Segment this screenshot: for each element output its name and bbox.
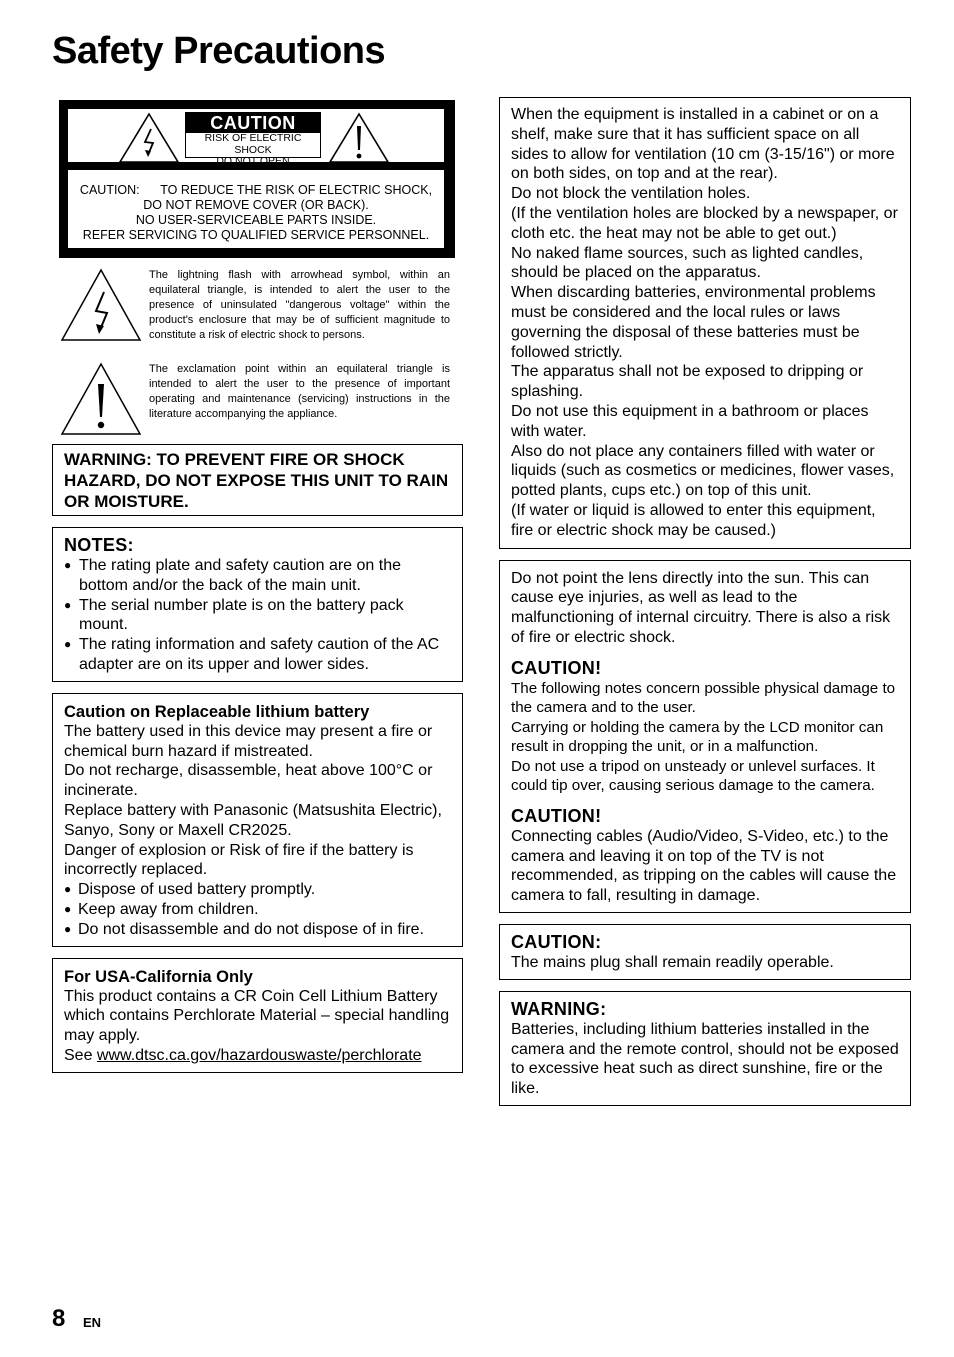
lightning-symbol-row bbox=[52, 268, 463, 352]
mains-heading: CAUTION: bbox=[511, 931, 602, 952]
lithium-battery-heading: Caution on Replaceable lithium battery bbox=[64, 702, 370, 721]
language-code: EN bbox=[83, 1315, 102, 1330]
exclamation-explanation: The exclamation point within an equilateral triangle is intended to alert the user to the presence of important operating and maintenance (servicing) instructions in the literature accompanying the appliance. bbox=[149, 363, 450, 420]
exclamation-triangle-icon bbox=[328, 112, 390, 164]
caution-heading: CAUTION! bbox=[511, 657, 602, 678]
ventilation-paragraph: When discarding batteries, environmental problems must be considered and the local rules or laws governing the disposal of these batteries must be followed strictly. bbox=[511, 284, 876, 361]
mains-text: The mains plug shall remain readily operable. bbox=[511, 953, 834, 971]
california-box bbox=[52, 958, 463, 1073]
battery-paragraph: The battery used in this device may present a fire or chemical burn hazard if mistreated. bbox=[64, 722, 433, 760]
caution-badge bbox=[185, 112, 321, 167]
right-column bbox=[499, 97, 911, 1106]
california-see-line bbox=[64, 1046, 452, 1066]
battery-item: ● Do not disassemble and do not dispose of in fire. bbox=[64, 920, 452, 940]
batteries-warning-box bbox=[499, 991, 911, 1106]
ventilation-paragraph: When the equipment is installed in a cabinet or on a shelf, make sure that it has sufficient space on all sides to allow for ventilation (10 cm (3-15/16") or more on both sides, on top and at the rear). bbox=[511, 106, 895, 183]
label-line: REFER SERVICING TO QUALIFIED SERVICE PERSONNEL. bbox=[82, 228, 430, 242]
see-label: See bbox=[64, 1046, 97, 1064]
lightning-explanation: The lightning flash with arrowhead symbol, within an equilateral triangle, is intended to alert the user to the presence of uninsulated "dangerous voltage" within the product's enclosure that may be of sufficient magnitude to constitute a risk of electric shock to persons. bbox=[149, 269, 450, 341]
exclamation-symbol-row bbox=[52, 362, 463, 440]
ventilation-paragraph: Also do not place any containers filled with water or liquids (such as cosmetics or medicines, flower vases, potted plants, cups etc.) on top of this unit. bbox=[511, 442, 895, 500]
note-item: ● The serial number plate is on the battery pack mount. bbox=[64, 596, 452, 636]
lens-intro: Do not point the lens directly into the sun. This can cause eye injuries, as well as lead to the malfunctioning of internal circuitry. There is also a risk of fire or electric shock. bbox=[511, 569, 891, 646]
fire-warning-text: WARNING: TO PREVENT FIRE OR SHOCK HAZARD, DO NOT EXPOSE THIS UNIT TO RAIN OR MOISTURE. bbox=[64, 450, 449, 511]
battery-paragraph: Replace battery with Panasonic (Matsushita Electric), Sanyo, Sony or Maxell CR2025. bbox=[64, 801, 442, 839]
mains-plug-box bbox=[499, 924, 911, 980]
caution-label-top bbox=[68, 109, 444, 167]
exclamation-triangle-icon bbox=[60, 362, 142, 436]
ventilation-paragraph: (If the ventilation holes are blocked by a newspaper, or cloth etc. the heat may not be able to get out.) bbox=[511, 204, 898, 242]
note-item: ● The rating plate and safety caution are on the bottom and/or the back of the main unit. bbox=[64, 556, 452, 596]
label-line: CAUTION: TO REDUCE THE RISK OF ELECTRIC SHOCK, bbox=[79, 183, 433, 197]
label-line: NO USER-SERVICEABLE PARTS INSIDE. bbox=[135, 213, 377, 227]
ventilation-paragraph: (If water or liquid is allowed to enter this equipment, fire or electric shock may be caused.) bbox=[511, 501, 876, 539]
cable-caution-text: Connecting cables (Audio/Video, S-Video, etc.) to the camera and leaving it on top of the TV is not recommended, as tripping on the cables will cause the camera to fall, resulting in damage. bbox=[511, 827, 897, 905]
lightning-triangle-icon bbox=[60, 268, 142, 342]
lithium-battery-box bbox=[52, 693, 463, 947]
ventilation-box bbox=[499, 97, 911, 549]
perchlorate-link[interactable]: www.dtsc.ca.gov/hazardouswaste/perchlorate bbox=[96, 1046, 422, 1064]
battery-item: ● Keep away from children. bbox=[64, 900, 452, 920]
lens-box bbox=[499, 560, 911, 913]
caution-paragraph: Carrying or holding the camera by the LCD monitor can result in dropping the unit, or in a malfunction. bbox=[511, 718, 884, 756]
batteries-warning-text: Batteries, including lithium batteries installed in the camera and the remote control, should not be exposed to excessive heat such as direct sunshine, fire or the like. bbox=[511, 1020, 899, 1098]
caution-label bbox=[59, 100, 455, 258]
ventilation-paragraph: Do not block the ventilation holes. bbox=[511, 185, 751, 203]
page-number: 8 bbox=[52, 1305, 66, 1332]
ventilation-paragraph: No naked flame sources, such as lighted candles, should be placed on the apparatus. bbox=[511, 244, 864, 282]
caution-heading: CAUTION! bbox=[511, 805, 602, 826]
caution-label-text bbox=[68, 170, 444, 248]
california-text: This product contains a CR Coin Cell Lithium Battery which contains Perchlorate Material – special handling may apply. bbox=[64, 987, 450, 1045]
risk-line-2: DO NOT OPEN bbox=[216, 155, 290, 167]
battery-paragraph: Do not recharge, disassemble, heat above 100°C or incinerate. bbox=[64, 762, 433, 800]
caution-paragraph: Do not use a tripod on unsteady or unlevel surfaces. It could tip over, causing serious damage to the camera. bbox=[511, 757, 875, 795]
page-title: Safety Precautions bbox=[52, 30, 386, 72]
notes-heading: NOTES: bbox=[64, 535, 134, 555]
left-column bbox=[52, 98, 463, 1073]
risk-line-1: RISK OF ELECTRIC SHOCK bbox=[204, 132, 302, 156]
batteries-warning-heading: WARNING: bbox=[511, 998, 607, 1019]
label-line: DO NOT REMOVE COVER (OR BACK). bbox=[143, 198, 369, 212]
california-heading: For USA-California Only bbox=[64, 967, 253, 986]
lightning-triangle-icon bbox=[118, 112, 180, 164]
fire-warning-box bbox=[52, 444, 463, 516]
caution-header: CAUTION bbox=[186, 113, 320, 133]
battery-item: ● Dispose of used battery promptly. bbox=[64, 880, 452, 900]
ventilation-paragraph: Do not use this equipment in a bathroom or places with water. bbox=[511, 402, 869, 440]
note-item: ● The rating information and safety caution of the AC adapter are on its upper and lower sides. bbox=[64, 635, 452, 675]
caution-paragraph: The following notes concern possible physical damage to the camera and to the user. bbox=[511, 679, 896, 717]
battery-paragraph: Danger of explosion or Risk of fire if the battery is incorrectly replaced. bbox=[64, 841, 414, 879]
ventilation-paragraph: The apparatus shall not be exposed to dripping or splashing. bbox=[511, 363, 864, 401]
notes-box bbox=[52, 527, 463, 682]
